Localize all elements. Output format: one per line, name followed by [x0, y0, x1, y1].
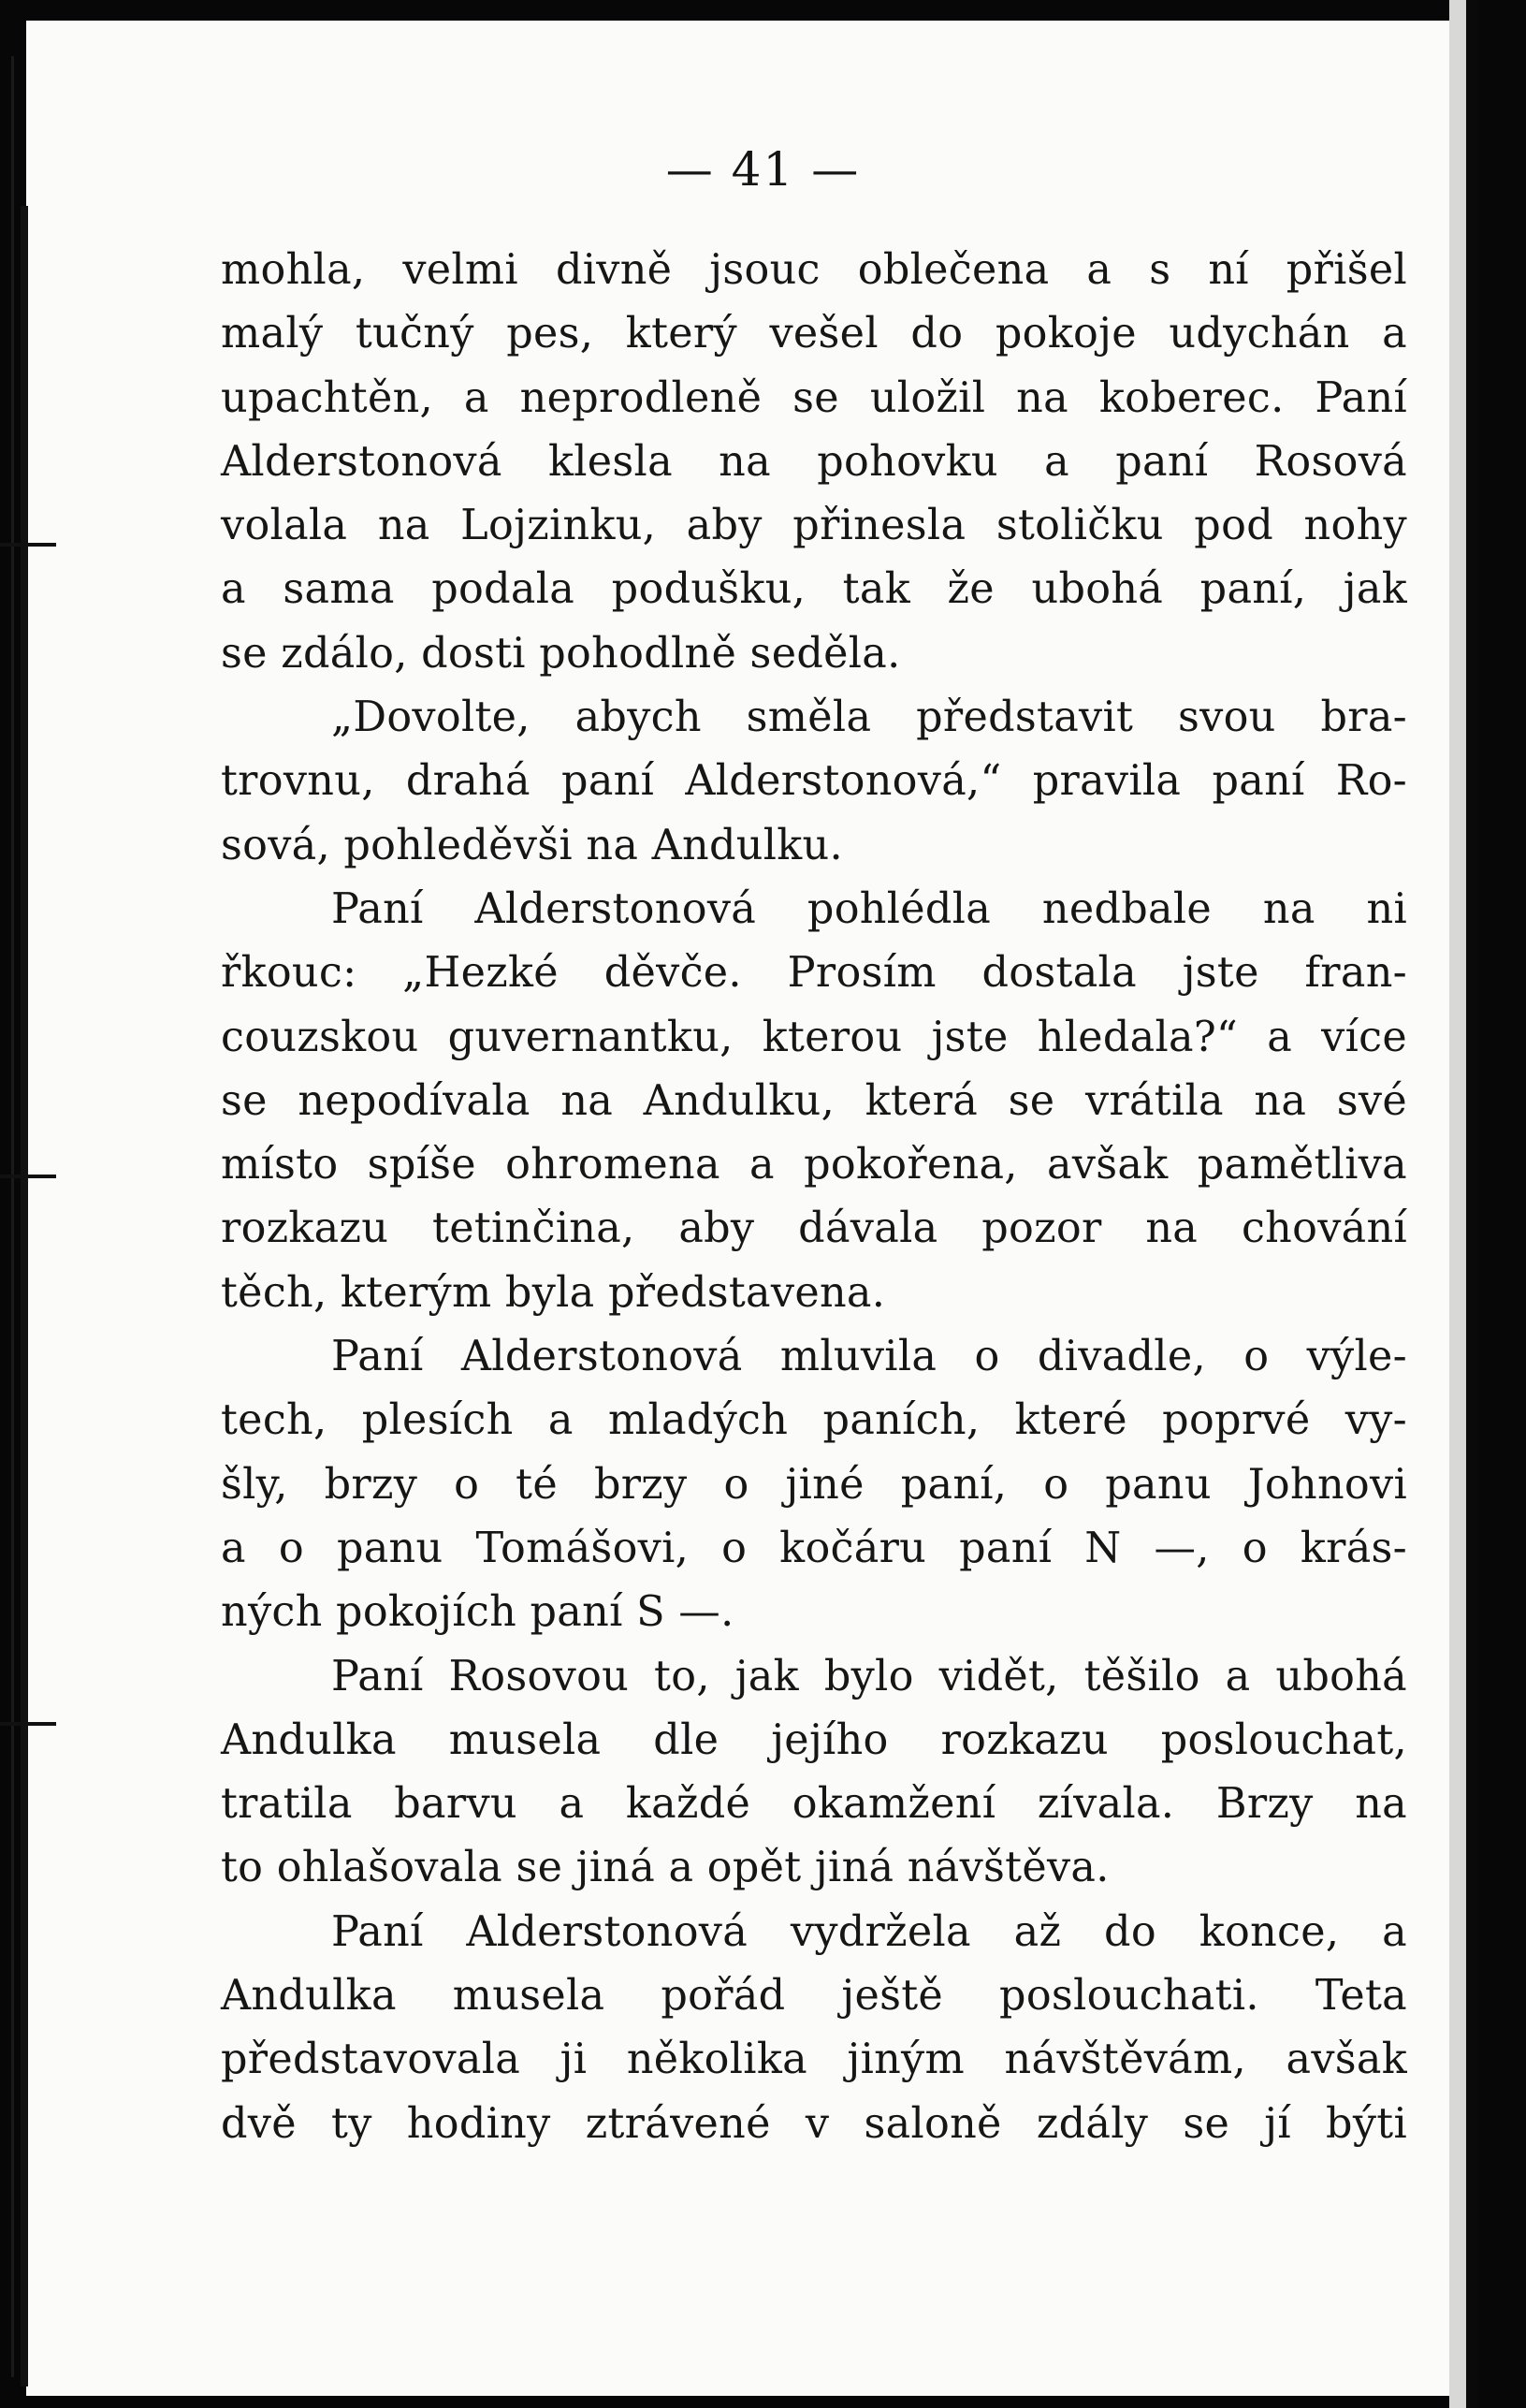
text-line: couzskou guvernantku, kterou jste hledala?“ a více: [221, 1013, 1407, 1061]
text-line: a sama podala podušku, tak že ubohá paní, jak: [221, 565, 1407, 614]
text-line: Andulka musela pořád ještě poslouchati. Teta: [221, 1972, 1407, 2021]
text-line: rozkazu tetinčina, aby dávala pozor na chování: [221, 1204, 1407, 1253]
page-edge-shadow: [1449, 0, 1466, 2408]
text-line: tratila barvu a každé okamžení zívala. Brzy na: [221, 1780, 1407, 1829]
text-line: Paní Alderstonová pohlédla nedbale na ni: [331, 884, 1407, 933]
page-edge: [1466, 0, 1479, 2408]
text-line: šly, brzy o té brzy o jiné paní, o panu Johnovi: [221, 1460, 1407, 1509]
text-line: Andulka musela dle jejího rozkazu poslouchat,: [221, 1715, 1407, 1764]
binding-mark: [0, 1175, 56, 1178]
text-line: sová, pohleděvši na Andulku.: [221, 821, 843, 869]
text-line: Paní Rosovou to, jak bylo vidět, těšilo a ubohá: [331, 1652, 1407, 1700]
text-line: se zdálo, dosti pohodlně seděla.: [221, 629, 901, 678]
page-number: — 41 —: [665, 142, 861, 197]
text-line: volala na Lojzinku, aby přinesla stoličku pod nohy: [221, 502, 1407, 550]
text-line: „Dovolte, abych směla představit svou bra-: [331, 693, 1407, 742]
text-line: dvě ty hodiny ztrávené v saloně zdály se jí býti: [221, 2099, 1407, 2148]
text-line: to ohlašovala se jiná a opět jiná návštěva.: [221, 1844, 1110, 1892]
page-body-text: [221, 239, 1407, 2156]
text-line: tech, plesích a mladých paních, které poprvé vy-: [221, 1396, 1407, 1445]
text-line: Paní Alderstonová vydržela až do konce, a: [331, 1907, 1407, 1956]
text-line: se nepodívala na Andulku, která se vrátila na své: [221, 1076, 1407, 1125]
text-line: místo spíše ohromena a pokořena, avšak pamětliva: [221, 1141, 1407, 1189]
text-line: trovnu, drahá paní Alderstonová,“ pravila paní Ro-: [221, 757, 1407, 806]
text-line: mohla, velmi divně jsouc oblečena a s ní přišel: [221, 246, 1407, 294]
text-line: ných pokojích paní S —.: [221, 1588, 734, 1637]
binding-mark: [0, 1722, 56, 1726]
text-line: představovala ji několika jiným návštěvám, avšak: [221, 2036, 1407, 2084]
binding-mark: [0, 543, 56, 547]
text-line: řkouc: „Hezké děvče. Prosím dostala jste fran-: [221, 949, 1407, 998]
text-line: Paní Alderstonová mluvila o divadle, o výle-: [331, 1333, 1407, 1381]
binding-edge: [11, 56, 14, 2377]
text-line: upachtěn, a neprodleně se uložil na koberec. Paní: [221, 373, 1407, 422]
text-line: Alderstonová klesla na pohovku a paní Rosová: [221, 437, 1407, 486]
binding-shadow: [21, 206, 28, 2386]
text-line: malý tučný pes, který vešel do pokoje udychán a: [221, 310, 1407, 358]
text-line: a o panu Tomášovi, o kočáru paní N —, o krás-: [221, 1524, 1407, 1572]
text-line: těch, kterým byla představena.: [221, 1268, 886, 1317]
